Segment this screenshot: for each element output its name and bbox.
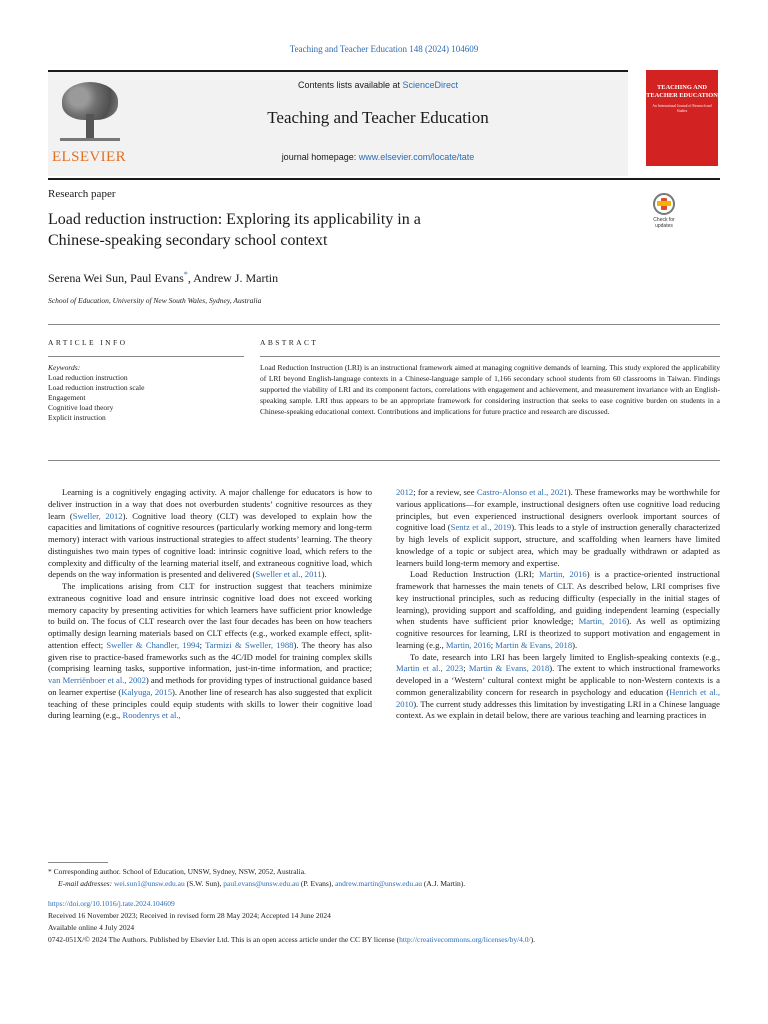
citation-link[interactable]: Martin, 2016 [445,639,491,650]
email-link[interactable]: paul.evans@unsw.edu.au [223,879,300,888]
cover-title: TEACHING AND TEACHER EDUCATION [646,84,718,99]
citation-link[interactable]: Martin et al., 2023 [396,663,464,674]
online-date: Available online 4 July 2024 [48,923,135,932]
journal-cover[interactable] [646,70,718,166]
corresponding-author-marker[interactable]: * [183,270,188,279]
body-paragraph: To date, research into LRI has been largely limited to English-speaking contexts (e.g., Martin et al., 2023; Martin & Evans, 2018). The extent to which instructional frameworks developed in a ‘Western’ cultural context might be applicable to non-Western contexts is a common generalizability concern for research in psychology and education (Henrich et al., 2010). The current study addresses this limitation by investigating LRI in a Chinese language context. As we explain in detail below, there are various teaching and learning practices in [396,651,720,721]
citation-link[interactable]: Castro-Alonso et al., 2021 [476,487,568,497]
contents-availability: Contents lists available at ScienceDirect [297,80,459,90]
elsevier-tree-icon [58,80,122,142]
body-paragraph: Load Reduction Instruction (LRI; Martin, 2016) is a practice-oriented instructional framework that harnesses the main tenets of CLT. As described below, LRI comprises five key instructional principles, such as reducing difficulty (especially in the initial stages of learning), providing support and scaffolding, and guiding independent learning (especially when students have sufficient prior knowledge; Martin, 2016). As well as optimizing cognitive resources for learning, LRI is theorized to support motivation and engagement in learning (e.g., Martin, 2016; Martin & Evans, 2018). [396,569,721,650]
citation-link[interactable]: Tarmizi & Sweller, 1988 [205,639,294,650]
citation-link[interactable]: Sweller & Chandler, 1994 [106,639,200,650]
citation-link[interactable]: Martin & Evans, 2018 [468,663,550,674]
article-type: Research paper [48,188,116,200]
email-link[interactable]: andrew.martin@unsw.edu.au [335,879,423,888]
keyword: Explicit instruction [48,413,106,422]
article-title: Load reduction instruction: Exploring its applicability in a Chinese-speaking secondary school context [48,211,421,249]
email-link[interactable]: wei.sun1@unsw.edu.au [113,879,185,888]
license-statement: 0742-051X/© 2024 The Authors. Published by Elsevier Ltd. This is an open access article under the CC BY license (http://creativecommons.org/licenses/by/4.0/). [48,935,536,944]
citation-link[interactable]: Martin, 2016 [578,616,627,627]
keywords-list [48,373,244,423]
keyword: Engagement [48,393,86,402]
corresponding-author-note: * Corresponding author. School of Education, UNSW, Sydney, NSW, 2052, Australia. [48,867,306,876]
body-column-left [48,487,372,722]
keyword: Load reduction instruction scale [48,383,145,392]
journal-name: Teaching and Teacher Education [267,108,489,127]
article-info-heading: ARTICLE INFO [48,338,128,347]
homepage-link[interactable]: www.elsevier.com/locate/tate [358,152,475,162]
received-dates: Received 16 November 2023; Received in revised form 28 May 2024; Accepted 14 June 2024 [48,911,331,920]
header-divider [48,178,720,180]
section-divider [48,324,720,325]
check-for-updates-button[interactable]: Check for updates [645,193,683,233]
citation-link[interactable]: Kalyuga, 2015 [121,686,173,697]
crossmark-icon [653,193,675,215]
citation-link[interactable]: Henrich et al., 2010 [396,686,720,709]
author-list: Serena Wei Sun, Paul Evans*, Andrew J. Martin [48,270,279,285]
citation-link[interactable]: Roodenrys et al., [122,710,181,721]
citation-link[interactable]: Sentz et al., 2019 [450,522,512,533]
sciencedirect-link[interactable]: ScienceDirect [402,80,459,90]
publisher-name: ELSEVIER [51,149,127,165]
journal-homepage: journal homepage: www.elsevier.com/locate/tate [281,152,475,162]
doi-link[interactable]: https://doi.org/10.1016/j.tate.2024.104609 [48,899,175,908]
article-info-rule [48,356,244,357]
citation-link[interactable]: Martin & Evans, 2018 [495,639,573,650]
journal-reference[interactable]: Teaching and Teacher Education 148 (2024) 104609 [289,44,479,54]
citation-link[interactable]: Martin, 2016 [539,569,587,580]
license-link[interactable]: http://creativecommons.org/licenses/by/4.0/ [399,935,531,944]
citation-link[interactable]: Sweller, 2012 [72,510,123,521]
keyword: Cognitive load theory [48,403,114,412]
article-metadata [48,898,720,946]
elsevier-logo[interactable] [48,80,130,168]
email-addresses: E-mail addresses: wei.sun1@unsw.edu.au (S.W. Sun), paul.evans@unsw.edu.au (P. Evans), andrew.martin@unsw.edu.au (A.J. Martin). [58,879,466,888]
footnote-rule [48,862,108,863]
keyword: Load reduction instruction [48,373,128,382]
keywords-label: Keywords: [48,363,81,372]
author-name[interactable]: Andrew J. Martin [193,271,279,285]
abstract-heading: ABSTRACT [260,338,319,347]
affiliation: School of Education, University of New South Wales, Sydney, Australia [48,296,262,305]
author-name[interactable]: Paul Evans [130,271,184,285]
citation-link[interactable]: van Merriënboer et al., 2002 [48,675,146,685]
abstract-rule [260,356,720,357]
abstract-text: Load Reduction Instruction (LRI) is an instructional framework aimed at managing cognitive demands of learning. This study explored the applicability of LRI beyond English-language contexts in a Chinese-language sample of 1,166 secondary school students from 60 classrooms in Taiwan. Findings supported the viability of LRI and its component factors, correlations with engagement and achievement, and measurement invariance with an English-speaking sample. LRI thus appears to be an appropriate framework for considering instruction that seeks to ease cognitive burden on students in a Chinese-speaking educational context. Contributions and implications for future practice and research are discussed. [260,363,720,416]
body-column-right [396,487,720,722]
keywords-block [48,363,244,423]
footnotes [48,866,720,890]
author-name[interactable]: Serena Wei Sun [48,271,125,285]
abstract-bottom-divider [48,460,720,461]
body-paragraph: Learning is a cognitively engaging activity. A major challenge for educators is how to deliver instruction in a way that does not overburden students’ cognitive resources as they learn (Sweller, 2012). Cognitive load theory (CLT) was developed to explain how the capacities and limitations of cognitive resources (particularly working memory and long-term memory) interact with various instructional strategies to affect students’ learning. The theory distinguishes two main types of cognitive load: intrinsic cognitive load, which refers to the complexity and difficulty of the learning material itself, and extraneous cognitive load, which depends on the way information is presented and delivered (Sweller et al., 2011). [48,487,372,580]
body-paragraph: The implications arising from CLT for instruction suggest that teachers minimize extraneous cognitive load and ensure intrinsic cognitive load does not exceed working memory capacity by presenting activities for which learners have sufficient prior knowledge to build on. The focus of CLT research over the last four decades has been on how teachers optimally design learning materials based on CLT effects (e.g., worked example effect, split-attention effect; Sweller & Chandler, 1994; Tarmizi & Sweller, 1988). The theory has also given rise to practice-based frameworks such as the 4C/ID model for training complex skills (comprising learning tasks, supportive information, just-in-time information, and practice; van Merriënboer et al., 2002) and methods for providing types of instructional guidance based on learner expertise (Kalyuga, 2015). Another line of research has also suggested that explicit teaching of these principles could equip students with skills to lower their cognitive load during learning (e.g., Roodenrys et al., [48,581,372,721]
citation-link[interactable]: Sweller et al., 2011 [255,569,322,580]
citation-link[interactable]: 2012 [396,487,414,497]
body-paragraph: 2012; for a review, see Castro-Alonso et al., 2021). These frameworks may be worthwhile for various applications—for example, instructional designers often use cognitive load reducing principles, but even experienced instructional designers overlook important sources of cognitive load (Sentz et al., 2019). This leads to a style of instruction generally characterized by high levels of explicit support, structure, and scaffolding when learners have limited knowledge of a topic or subject area, which may be gradually withdrawn or adapted as learners build long-term memory and expertise. [396,487,720,568]
cover-subtitle: An International Journal of Research and Studies [652,104,712,113]
